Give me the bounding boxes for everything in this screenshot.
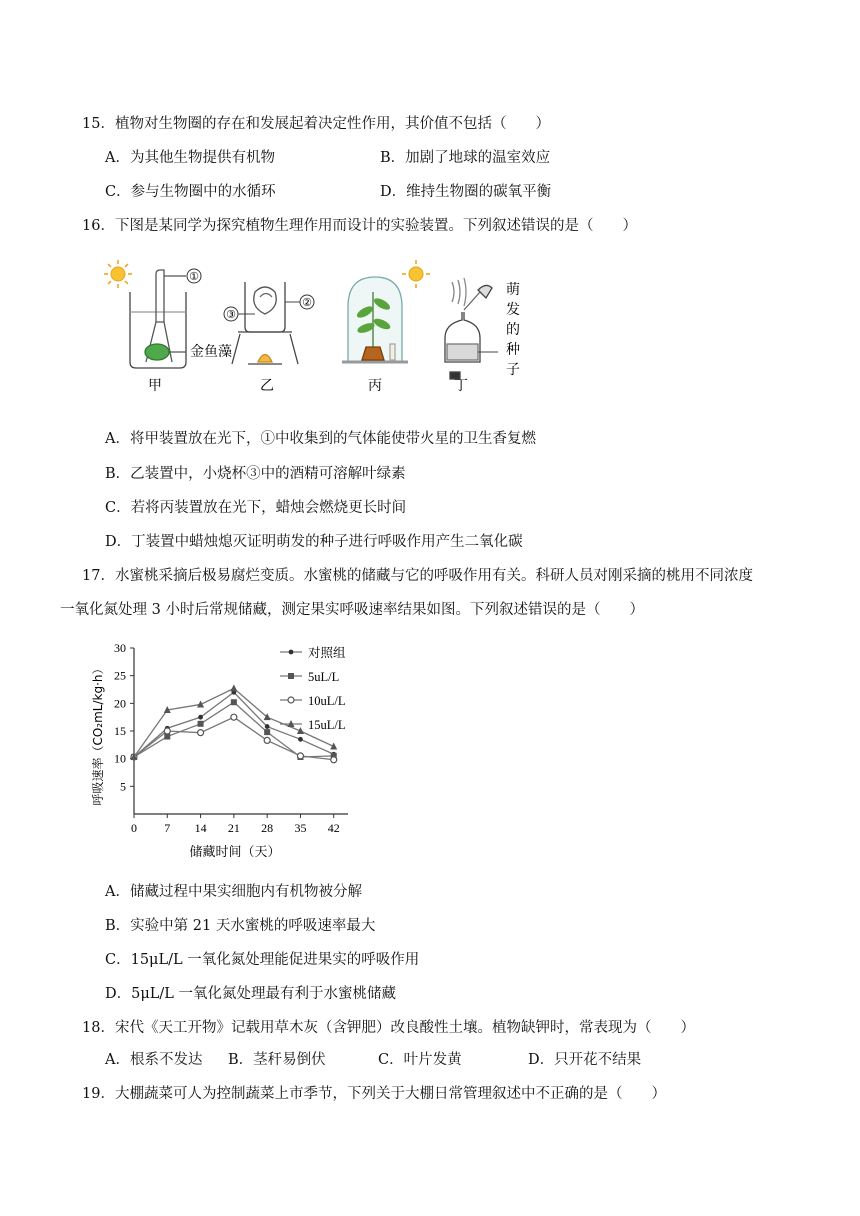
q16-option-b: B．乙装置中，小烧杯③中的酒精可溶解叶绿素 (105, 466, 406, 482)
q19-stem: 19．大棚蔬菜可人为控制蔬菜上市季节，下列关于大棚日常管理叙述中不正确的是（ ） (82, 1086, 666, 1102)
data-point (264, 729, 270, 735)
legend-marker (289, 650, 294, 655)
x-tick-label: 42 (327, 821, 340, 835)
y-tick-label: 15 (114, 724, 126, 738)
y-tick-label: 5 (120, 779, 126, 794)
apparatus-yi (232, 282, 298, 364)
mark-3: ③ (226, 308, 236, 321)
q17-option-c: C．15μL/L 一氧化氮处理能促进果实的呼吸作用 (105, 952, 420, 968)
seed-char-2: 发 (506, 302, 520, 318)
x-tick-label: 14 (194, 821, 207, 835)
q18-option-d: D．只开花不结果 (528, 1052, 642, 1068)
q15-option-c: C．参与生物圈中的水循环 (105, 184, 276, 200)
sun-icon (402, 260, 430, 288)
label-yi: 乙 (260, 378, 274, 394)
q16-stem: 16．下图是某同学为探究植物生理作用而设计的实验装置。下列叙述错误的是（ ） (82, 218, 637, 234)
data-point (231, 714, 237, 720)
data-point (297, 753, 303, 759)
seed-char-1: 萌 (506, 282, 520, 298)
seed-char-3: 的 (506, 322, 520, 338)
data-point (265, 724, 270, 729)
data-point (231, 699, 237, 705)
q17-option-d: D．5μL/L 一氧化氮处理最有利于水蜜桃储藏 (105, 986, 397, 1002)
legend-marker (288, 697, 294, 703)
legend-label: 5uL/L (308, 670, 340, 684)
q18-stem: 18．宋代《天工开物》记载用草木灰（含钾肥）改良酸性土壤。植物缺钾时，常表现为（ ） (82, 1020, 695, 1036)
data-point (331, 757, 337, 763)
q16-option-a: A．将甲装置放在光下，①中收集到的气体能使带火星的卫生香复燃 (105, 431, 536, 447)
y-tick-label: 10 (114, 751, 126, 766)
q16-option-d: D．丁装置中蜡烛熄灭证明萌发的种子进行呼吸作用产生二氧化碳 (105, 534, 523, 550)
q15-stem: 15．植物对生物圈的存在和发展起着决定性作用，其价值不包括（ ） (82, 116, 550, 132)
y-tick-label: 30 (114, 641, 126, 655)
series-line (134, 702, 334, 757)
data-point (198, 715, 203, 720)
data-point (230, 684, 237, 691)
data-point (264, 737, 270, 743)
q18-option-c: C．叶片发黄 (378, 1052, 462, 1068)
legend-label: 10uL/L (308, 694, 346, 708)
label-bing: 丙 (368, 378, 382, 394)
q17-stem-line2: 一氧化氮处理 3 小时后常规储藏，测定果实呼吸速率结果如图。下列叙述错误的是（ ） (60, 602, 644, 618)
data-point (298, 737, 303, 742)
q17-option-a: A．储藏过程中果实细胞内有机物被分解 (105, 884, 362, 900)
seed-char-5: 子 (506, 362, 520, 378)
q17-respiration-chart (88, 634, 398, 864)
mark-1: ① (189, 270, 199, 283)
sun-icon (104, 260, 132, 288)
legend-label: 对照组 (308, 646, 346, 660)
data-point (198, 730, 204, 736)
y-tick-label: 20 (114, 696, 126, 711)
data-point (164, 728, 170, 734)
q18-option-b: B．茎秆易倒伏 (228, 1052, 326, 1068)
x-tick-label: 21 (227, 821, 240, 835)
q17-stem-line1: 17．水蜜桃采摘后极易腐烂变质。水蜜桃的储藏与它的呼吸作用有关。科研人员对刚采摘的桃用不同浓度 (82, 568, 753, 584)
apparatus-bing (342, 277, 408, 362)
x-tick-label: 28 (261, 821, 274, 835)
seed-char-4: 种 (506, 342, 520, 358)
apparatus-jia (130, 270, 186, 368)
series-line (134, 688, 334, 757)
q18-option-a: A．根系不发达 (105, 1052, 203, 1068)
data-point (198, 721, 204, 727)
q16-option-c: C．若将丙装置放在光下，蜡烛会燃烧更长时间 (105, 500, 407, 516)
q16-experiment-figure (100, 252, 540, 402)
apparatus-ding (445, 278, 492, 379)
label-jia: 甲 (148, 378, 162, 394)
x-tick-label: 7 (164, 821, 171, 835)
legend-marker (288, 673, 294, 679)
q15-option-d: D．维持生物圈的碳氧平衡 (380, 184, 552, 200)
chart-y-axis-label: 呼吸速率（CO₂mL/kg·h） (91, 662, 105, 806)
q15-option-a: A．为其他生物提供有机物 (105, 150, 275, 166)
q17-option-b: B．实验中第 21 天水蜜桃的呼吸速率最大 (105, 918, 376, 934)
chart-x-axis-label: 储藏时间（天） (189, 845, 281, 860)
label-jinyuzao: 金鱼藻 (190, 344, 232, 360)
x-tick-label: 35 (294, 821, 307, 835)
legend-label: 15uL/L (308, 718, 346, 732)
q15-option-b: B．加剧了地球的温室效应 (380, 150, 551, 166)
mark-2: ② (302, 296, 312, 309)
y-tick-label: 25 (114, 668, 126, 683)
x-tick-label: 0 (131, 821, 137, 835)
label-ding: 丁 (454, 378, 468, 394)
